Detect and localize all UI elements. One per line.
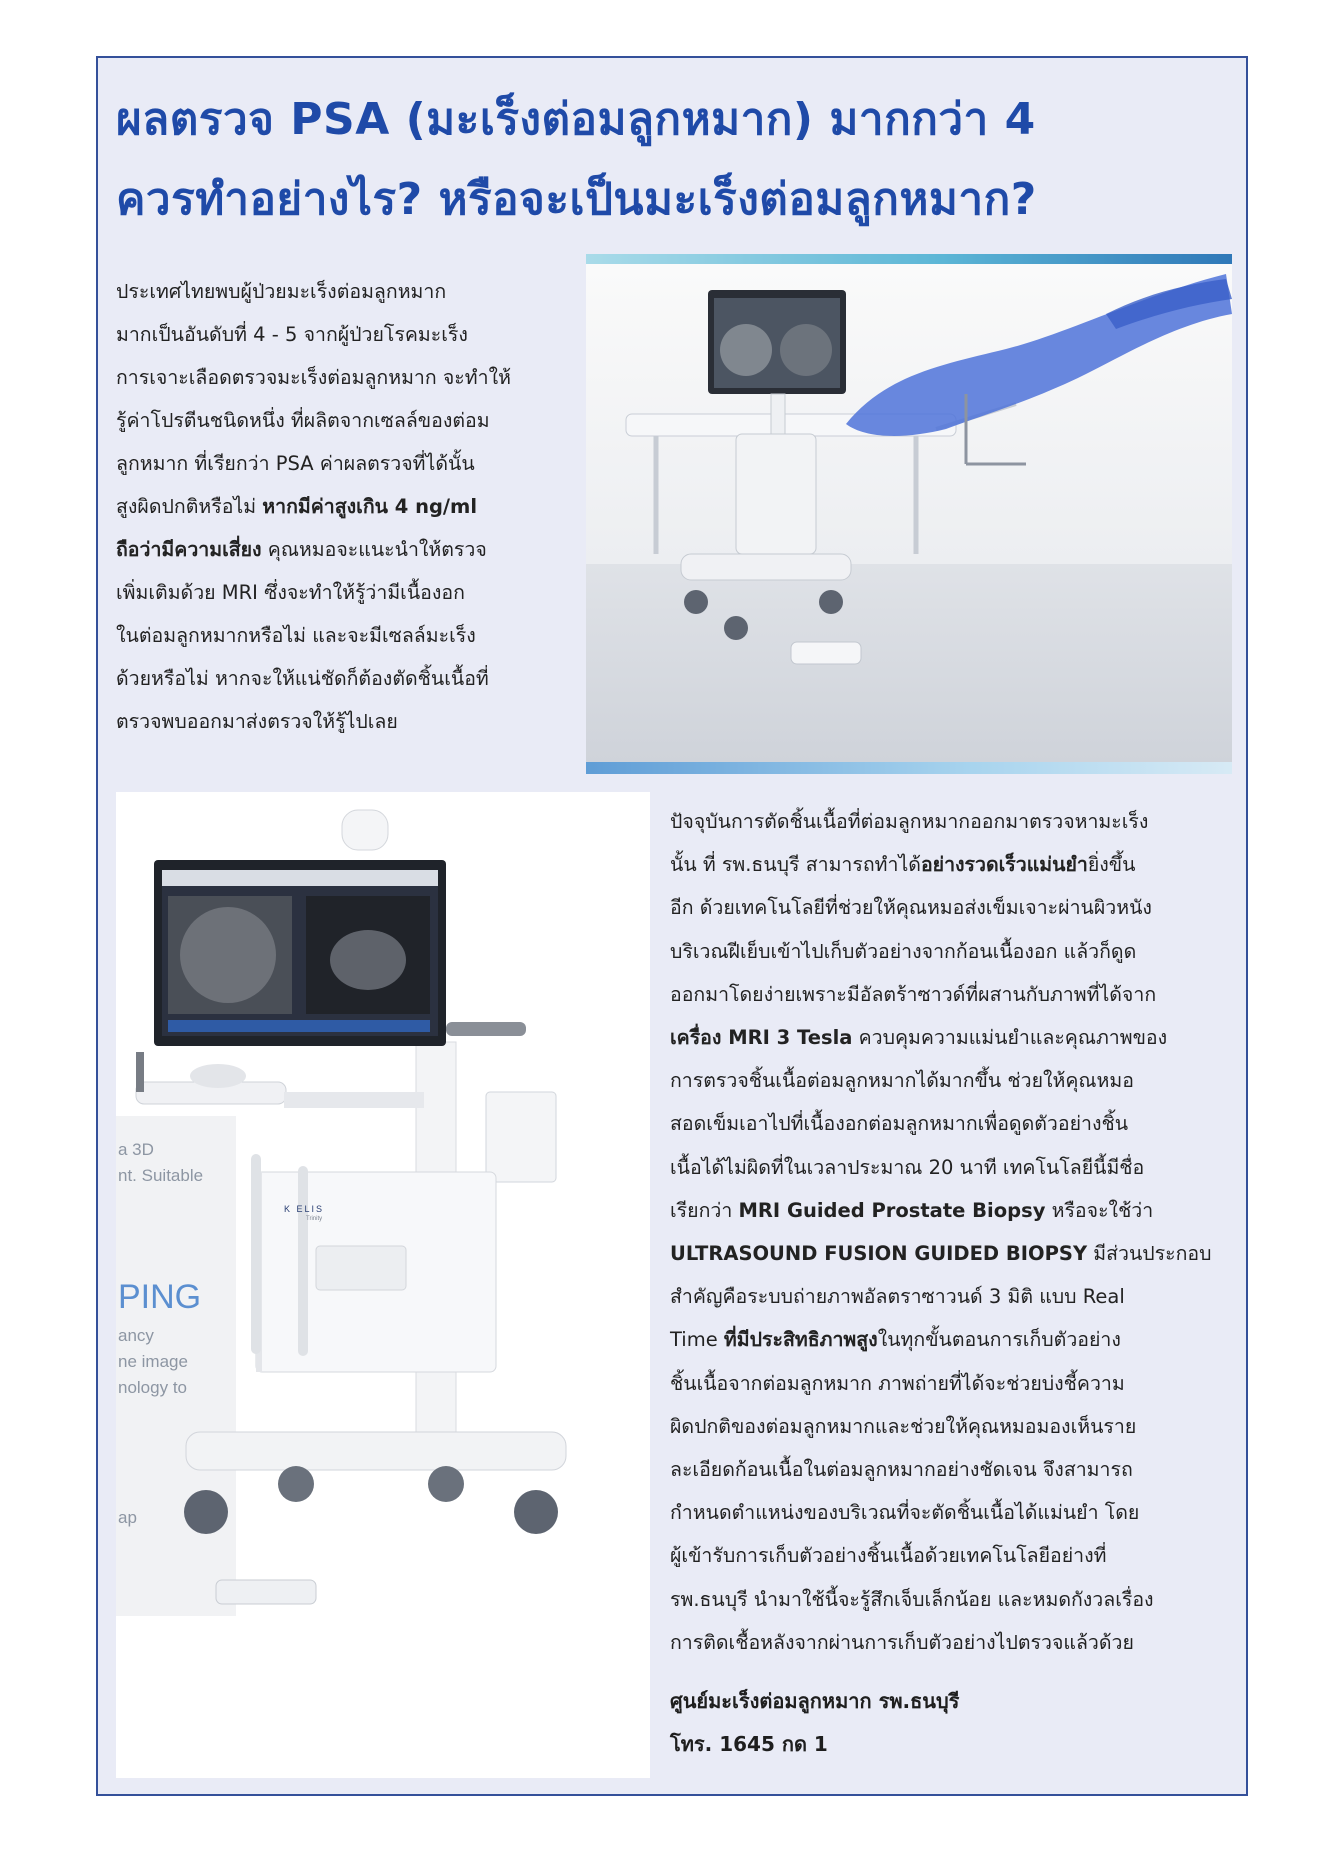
ultrasound-fusion-emphasis: ULTRASOUND FUSION GUIDED BIOPSY: [670, 1242, 1088, 1266]
brochure-text: ap: [118, 1508, 137, 1527]
risk-emphasis: ถือว่ามีความเสี่ยง: [116, 538, 262, 561]
title-line-1: ผลตรวจ PSA (มะเร็งต่อมลูกหมาก) มากกว่า 4: [116, 94, 1036, 145]
intro-line: [116, 485, 571, 528]
body-line: บริเวณฝีเย็บเข้าไปเก็บตัวอย่างจากก้อนเนื้องอก แล้วก็ดูด: [670, 939, 1137, 963]
intro-line: เพิ่มเติมด้วย MRI ซึ่งจะทำให้รู้ว่ามีเนื้องอก: [116, 581, 465, 604]
body-line: ผิดปกติของต่อมลูกหมากและช่วยให้คุณหมอมองเห็นราย: [670, 1414, 1137, 1438]
intro-line: ประเทศไทยพบผู้ป่วยมะเร็งต่อมลูกหมาก: [116, 280, 447, 303]
intro-line: รู้ค่าโปรตีนชนิดหนึ่ง ที่ผลิตจากเซลล์ของต่อม: [116, 409, 490, 432]
psa-threshold-emphasis: หากมีค่าสูงเกิน 4 ng/ml: [262, 495, 478, 518]
article-frame: [96, 56, 1248, 1796]
brochure-text: nology to: [118, 1378, 187, 1397]
intro-line: ด้วยหรือไม่ หากจะให้แน่ชัดก็ต้องตัดชิ้นเนื้อที่: [116, 667, 489, 690]
biopsy-room-photo: [586, 254, 1232, 774]
biopsy-room-illustration: [586, 254, 1232, 774]
body-line: สอดเข็มเอาไปที่เนื้องอกต่อมลูกหมากเพื่อดูดตัวอย่างชิ้น: [670, 1112, 1129, 1136]
brochure-text: a 3D: [118, 1140, 154, 1159]
body-line: ชิ้นเนื้อจากต่อมลูกหมาก ภาพถ่ายที่ได้จะช่วยบ่งชี้ความ: [670, 1371, 1125, 1395]
title-line-2: ควรทำอย่างไร? หรือจะเป็นมะเร็งต่อมลูกหมาก?: [116, 174, 1037, 225]
body-line: [670, 1232, 1222, 1275]
intro-line: ตรวจพบออกมาส่งตรวจให้รู้ไปเลย: [116, 710, 398, 733]
body-text: หรือจะใช้ว่า: [1045, 1198, 1154, 1222]
body-text: เรียกว่า: [670, 1198, 739, 1222]
body-line: ออกมาโดยง่ายเพราะมีอัลตร้าซาวด์ที่ผสานกับภาพที่ได้จาก: [670, 982, 1157, 1006]
brochure-text: ne image: [118, 1352, 188, 1371]
body-text: นั้น ที่ รพ.ธนบุรี สามารถทำได้: [670, 853, 921, 877]
body-line: [670, 1016, 1222, 1059]
body-line: [670, 843, 1222, 886]
body-text: ยิ่งขึ้น: [1087, 853, 1136, 877]
technology-name-emphasis: MRI Guided Prostate Biopsy: [738, 1198, 1046, 1222]
intro-text: คุณหมอจะแนะนำให้ตรวจ: [261, 538, 487, 561]
device-model-label: Trinity: [306, 1216, 323, 1222]
body-line: เนื้อได้ไม่ผิดที่ในเวลาประมาณ 20 นาที เทคโนโลยีนี้มีชื่อ: [670, 1155, 1145, 1179]
brochure-heading: PING: [118, 1278, 202, 1316]
body-line: [670, 1318, 1222, 1361]
fusion-machine-illustration: [116, 792, 650, 1778]
intro-line: [116, 528, 571, 571]
body-text: Time: [670, 1328, 724, 1352]
fusion-biopsy-machine-photo: [116, 792, 650, 1778]
body-line: รพ.ธนบุรี นำมาใช้นี้จะรู้สึกเจ็บเล็กน้อย และหมดกังวลเรื่อง: [670, 1587, 1154, 1611]
intro-line: การเจาะเลือดตรวจมะเร็งต่อมลูกหมาก จะทำให้: [116, 366, 511, 389]
body-text: ในทุกขั้นตอนการเก็บตัวอย่าง: [877, 1328, 1121, 1352]
intro-line: ลูกหมาก ที่เรียกว่า PSA ค่าผลตรวจที่ได้นั้น: [116, 452, 475, 475]
body-line: [670, 1189, 1222, 1232]
article-title: [116, 80, 1228, 240]
contact-footer: [670, 1680, 1222, 1766]
body-line: ผู้เข้ารับการเก็บตัวอย่างชิ้นเนื้อด้วยเทคโนโลยีอย่างที่: [670, 1544, 1107, 1568]
device-brand-label: K ELIS: [284, 1204, 325, 1214]
intro-paragraph: [116, 270, 571, 743]
efficiency-emphasis: ที่มีประสิทธิภาพสูง: [723, 1328, 878, 1352]
body-paragraph: [670, 800, 1222, 1664]
brochure-text: ancy: [118, 1326, 154, 1345]
body-line: การติดเชื้อหลังจากผ่านการเก็บตัวอย่างไปตรวจแล้วด้วย: [670, 1630, 1134, 1654]
body-line: กำหนดตำแหน่งของบริเวณที่จะตัดชิ้นเนื้อได้แม่นยำ โดย: [670, 1501, 1140, 1525]
intro-line: ในต่อมลูกหมากหรือไม่ และจะมีเซลล์มะเร็ง: [116, 624, 476, 647]
body-text: ควบคุมความแม่นยำและคุณภาพของ: [852, 1026, 1168, 1050]
phone-number: โทร. 1645 กด 1: [670, 1732, 828, 1756]
body-text: มีส่วนประกอบ: [1087, 1242, 1212, 1266]
body-line: ปัจจุบันการตัดชิ้นเนื้อที่ต่อมลูกหมากออกมาตรวจหามะเร็ง: [670, 810, 1149, 833]
photo-bottom-stripe: [586, 762, 1232, 774]
mri-tesla-emphasis: เครื่อง MRI 3 Tesla: [670, 1026, 853, 1050]
brochure-text: nt. Suitable: [118, 1166, 204, 1185]
center-name: ศูนย์มะเร็งต่อมลูกหมาก รพ.ธนบุรี: [670, 1689, 960, 1713]
intro-line: มากเป็นอันดับที่ 4 - 5 จากผู้ป่วยโรคมะเร็ง: [116, 323, 468, 346]
speed-accuracy-emphasis: อย่างรวดเร็วแม่นยำ: [920, 853, 1088, 877]
body-line: อีก ด้วยเทคโนโลยีที่ช่วยให้คุณหมอส่งเข็มเจาะผ่านผิวหนัง: [670, 896, 1152, 920]
body-line: ละเอียดก้อนเนื้อในต่อมลูกหมากอย่างชัดเจน จึงสามารถ: [670, 1458, 1133, 1482]
intro-text: สูงผิดปกติหรือไม่: [116, 495, 263, 518]
body-line: สำคัญคือระบบถ่ายภาพอัลตราซาวนด์ 3 มิติ แบบ Real: [670, 1285, 1125, 1309]
body-line: การตรวจชิ้นเนื้อต่อมลูกหมากได้มากขึ้น ช่วยให้คุณหมอ: [670, 1069, 1134, 1093]
